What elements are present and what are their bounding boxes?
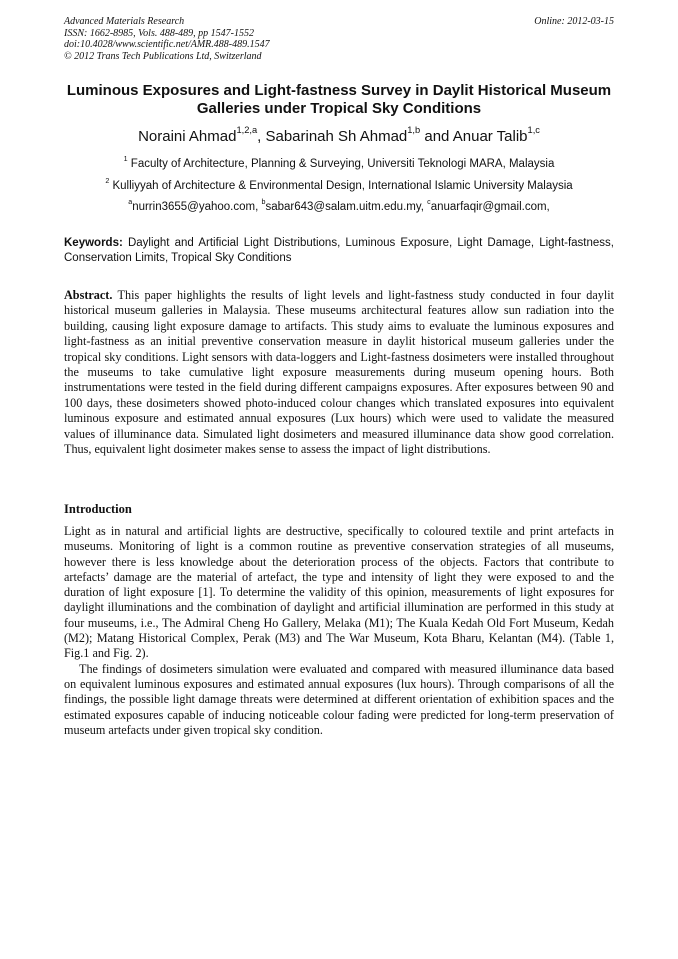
paper-title: Luminous Exposures and Light-fastness Survey in Daylit Historical Museum Galleries under Tropical Sky Conditions xyxy=(66,82,612,117)
journal-header xyxy=(64,16,614,62)
affiliation-1 xyxy=(64,154,614,171)
author-separator: and xyxy=(420,128,453,145)
introduction-heading: Introduction xyxy=(64,502,132,516)
author-sup: 1,c xyxy=(527,125,540,136)
copyright-line: © 2012 Trans Tech Publications Ltd, Switzerland xyxy=(64,50,262,62)
abstract-text: This paper highlights the results of light levels and light-fastness study conducted in four daylit historical museum galleries in Malaysia. These museums architectural features allow sun radiation into the building, causing light exposure damage to artifacts. This study aims to evaluate the luminous exposures and light-fastness as an initial preventive conservation measure in daylit historical museum galleries under the tropical sky conditions. Light sensors with data-loggers and Light-fastness dosimeters were installed throughout the museums to take cumulative light exposure measurements during museum opening hours. Both instrumentations were tested in the field during different campaigns exposures. After exposures between 90 and 100 days, these dosimeters showed photo-induced colour changes which translated exposures into equivalent luminous exposure and estimated annual exposures (Lux hours) which were used to validate the measured values of illuminance data. Simulated light dosimeters and measured illuminance data show good correlation. Thus, equivalent light dosimeter makes sense to assess the impact of light distributions. xyxy=(64,288,614,457)
affiliation-text: Faculty of Architecture, Planning & Surveying, Universiti Teknologi MARA, Malaysia xyxy=(130,158,555,170)
email-address[interactable]: nurrin3655@yahoo.com, xyxy=(132,201,262,213)
doi-line: doi:10.4028/www.scientific.net/AMR.488-489.1547 xyxy=(64,39,270,50)
keywords-text: Daylight and Artificial Light Distributions, Luminous Exposure, Light Damage, Light-fastness, Conservation Limits, Tropical Sky Conditions xyxy=(64,237,614,264)
keywords-section xyxy=(64,236,614,266)
email-list xyxy=(64,197,614,214)
introduction-paragraph-2: The findings of dosimeters simulation were evaluated and compared with measured illuminance data based on equivalent luminous exposures and estimated annual exposures (lux hours). Through comparisons of all the findings, the possible light damage threats were determined at different orientation of exhibition spaces and the estimated exposures capable of inducing noticeable colour fading were predicted for long-term preservation of museum artefacts under given tropical sky condition. xyxy=(64,661,614,737)
email-sup: c xyxy=(427,197,431,206)
introduction-paragraph-1: Light as in natural and artificial lights are destructive, specifically to coloured textile and print artefacts in museums. Monitoring of light is a common routine as preventive conservation strategies of all museums, however there is less knowledge about the deterioration process of the objects. Factors that contribute to artefacts’ damage are the material of artefact, the type and intensity of light they were exposed to and the duration of light exposure [1]. To determine the validity of this opinion, measurements of light exposures for daylight illuminations and the combination of daylight and artificial illumination are performed in this study at four museums, i.e., The Admiral Cheng Ho Gallery, Melaka (M1); The Kuala Kedah Old Fort Museum, Kedah (M2); Matang Historical Complex, Perak (M3) and The War Museum, Kota Bharu, Kelantan (M4). (Table 1, Fig.1 and Fig. 2). xyxy=(64,524,614,661)
email-address[interactable]: sabar643@salam.uitm.edu.my, xyxy=(265,201,428,213)
email-sup: b xyxy=(261,197,266,206)
author-name: Sabarinah Sh Ahmad xyxy=(265,128,408,145)
email-address[interactable]: anuarfaqir@gmail.com, xyxy=(430,201,550,213)
email-sup: a xyxy=(128,197,133,206)
abstract-section xyxy=(64,288,614,457)
affiliation-sup: 1 xyxy=(123,154,128,163)
keywords-label: Keywords: xyxy=(64,237,123,249)
online-date: Online: 2012-03-15 xyxy=(534,16,614,27)
author-name: Anuar Talib xyxy=(452,128,528,145)
issn-line: ISSN: 1662-8985, Vols. 488-489, pp 1547-1552 xyxy=(64,27,254,39)
abstract-label: Abstract. xyxy=(64,288,113,302)
affiliation-2 xyxy=(64,176,614,193)
author-list xyxy=(64,125,614,146)
affiliation-sup: 2 xyxy=(105,176,110,185)
introduction-body xyxy=(64,524,614,738)
author-sup: 1,b xyxy=(407,125,421,136)
author-sup: 1,2,a xyxy=(236,125,258,136)
journal-name: Advanced Materials Research xyxy=(64,16,185,27)
author-name: Noraini Ahmad xyxy=(138,128,237,145)
author-separator: , xyxy=(257,128,266,145)
affiliation-text: Kulliyyah of Architecture & Environmental Design, International Islamic University Malaysia xyxy=(112,180,573,192)
